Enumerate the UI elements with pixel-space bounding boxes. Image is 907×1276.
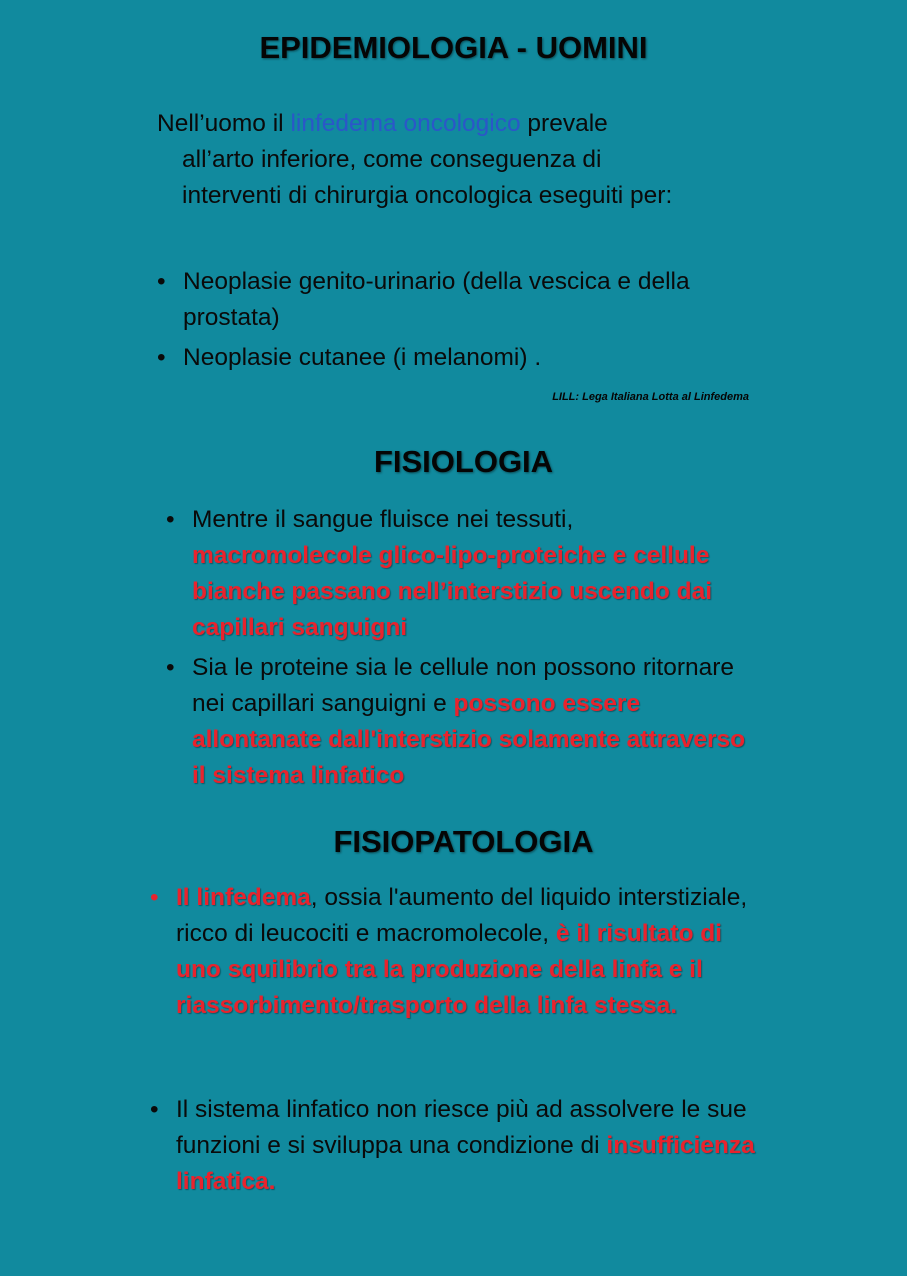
bullet-icon: •: [166, 654, 175, 681]
bullet-icon: •: [150, 1096, 159, 1123]
list-item: • Sia le proteine sia le cellule non possono ritornare nei capillari sanguigni e possono essere allontanate dall'interstizio solamente attraverso il sistema linfatico: [166, 650, 756, 794]
intro-paragraph: [157, 106, 777, 214]
bullet-icon: •: [157, 344, 166, 371]
bullet-icon: •: [157, 268, 166, 295]
intro-text: Nell’uomo il: [157, 110, 291, 137]
intro-text-end: prevale: [520, 110, 608, 137]
intro-line-2: all’arto inferiore, come conseguenza di: [182, 146, 602, 173]
fisiologia-list: [166, 502, 756, 794]
epidemiologia-list: [157, 264, 757, 376]
intro-highlight: linfedema oncologico: [290, 110, 521, 137]
list-item: • Il linfedema, ossia l'aumento del liquido interstiziale, ricco di leucociti e macromolecole, è il risultato di uno squilibrio tra la produzione della linfa e il riassorbimento/trasporto della linfa stessa.: [150, 880, 765, 1024]
list-item: • Neoplasie genito-urinario (della vescica e della prostata): [157, 264, 757, 336]
title-epidemiologia: EPIDEMIOLOGIA - UOMINI: [259, 30, 648, 65]
fisiopatologia-list: [150, 880, 765, 1200]
list-item: • Il sistema linfatico non riesce più ad assolvere le sue funzioni e si sviluppa una condizione di insufficienza linfatica.: [150, 1092, 765, 1200]
source-citation: LILL: Lega Italiana Lotta al Linfedema: [552, 391, 749, 403]
list-item: • Neoplasie cutanee (i melanomi) .: [157, 340, 757, 376]
title-fisiopatologia: FISIOPATOLOGIA: [333, 824, 594, 859]
list-item: • Mentre il sangue fluisce nei tessuti, macromolecole glico-lipo-proteiche e cellule bianche passano nell’interstizio uscendo dai capillari sanguigni: [166, 502, 756, 646]
title-fisiologia: FISIOLOGIA: [373, 444, 554, 479]
bullet-icon: •: [150, 884, 159, 911]
intro-line-3: interventi di chirurgia oncologica eseguiti per:: [182, 182, 673, 209]
bullet-icon: •: [166, 506, 175, 533]
